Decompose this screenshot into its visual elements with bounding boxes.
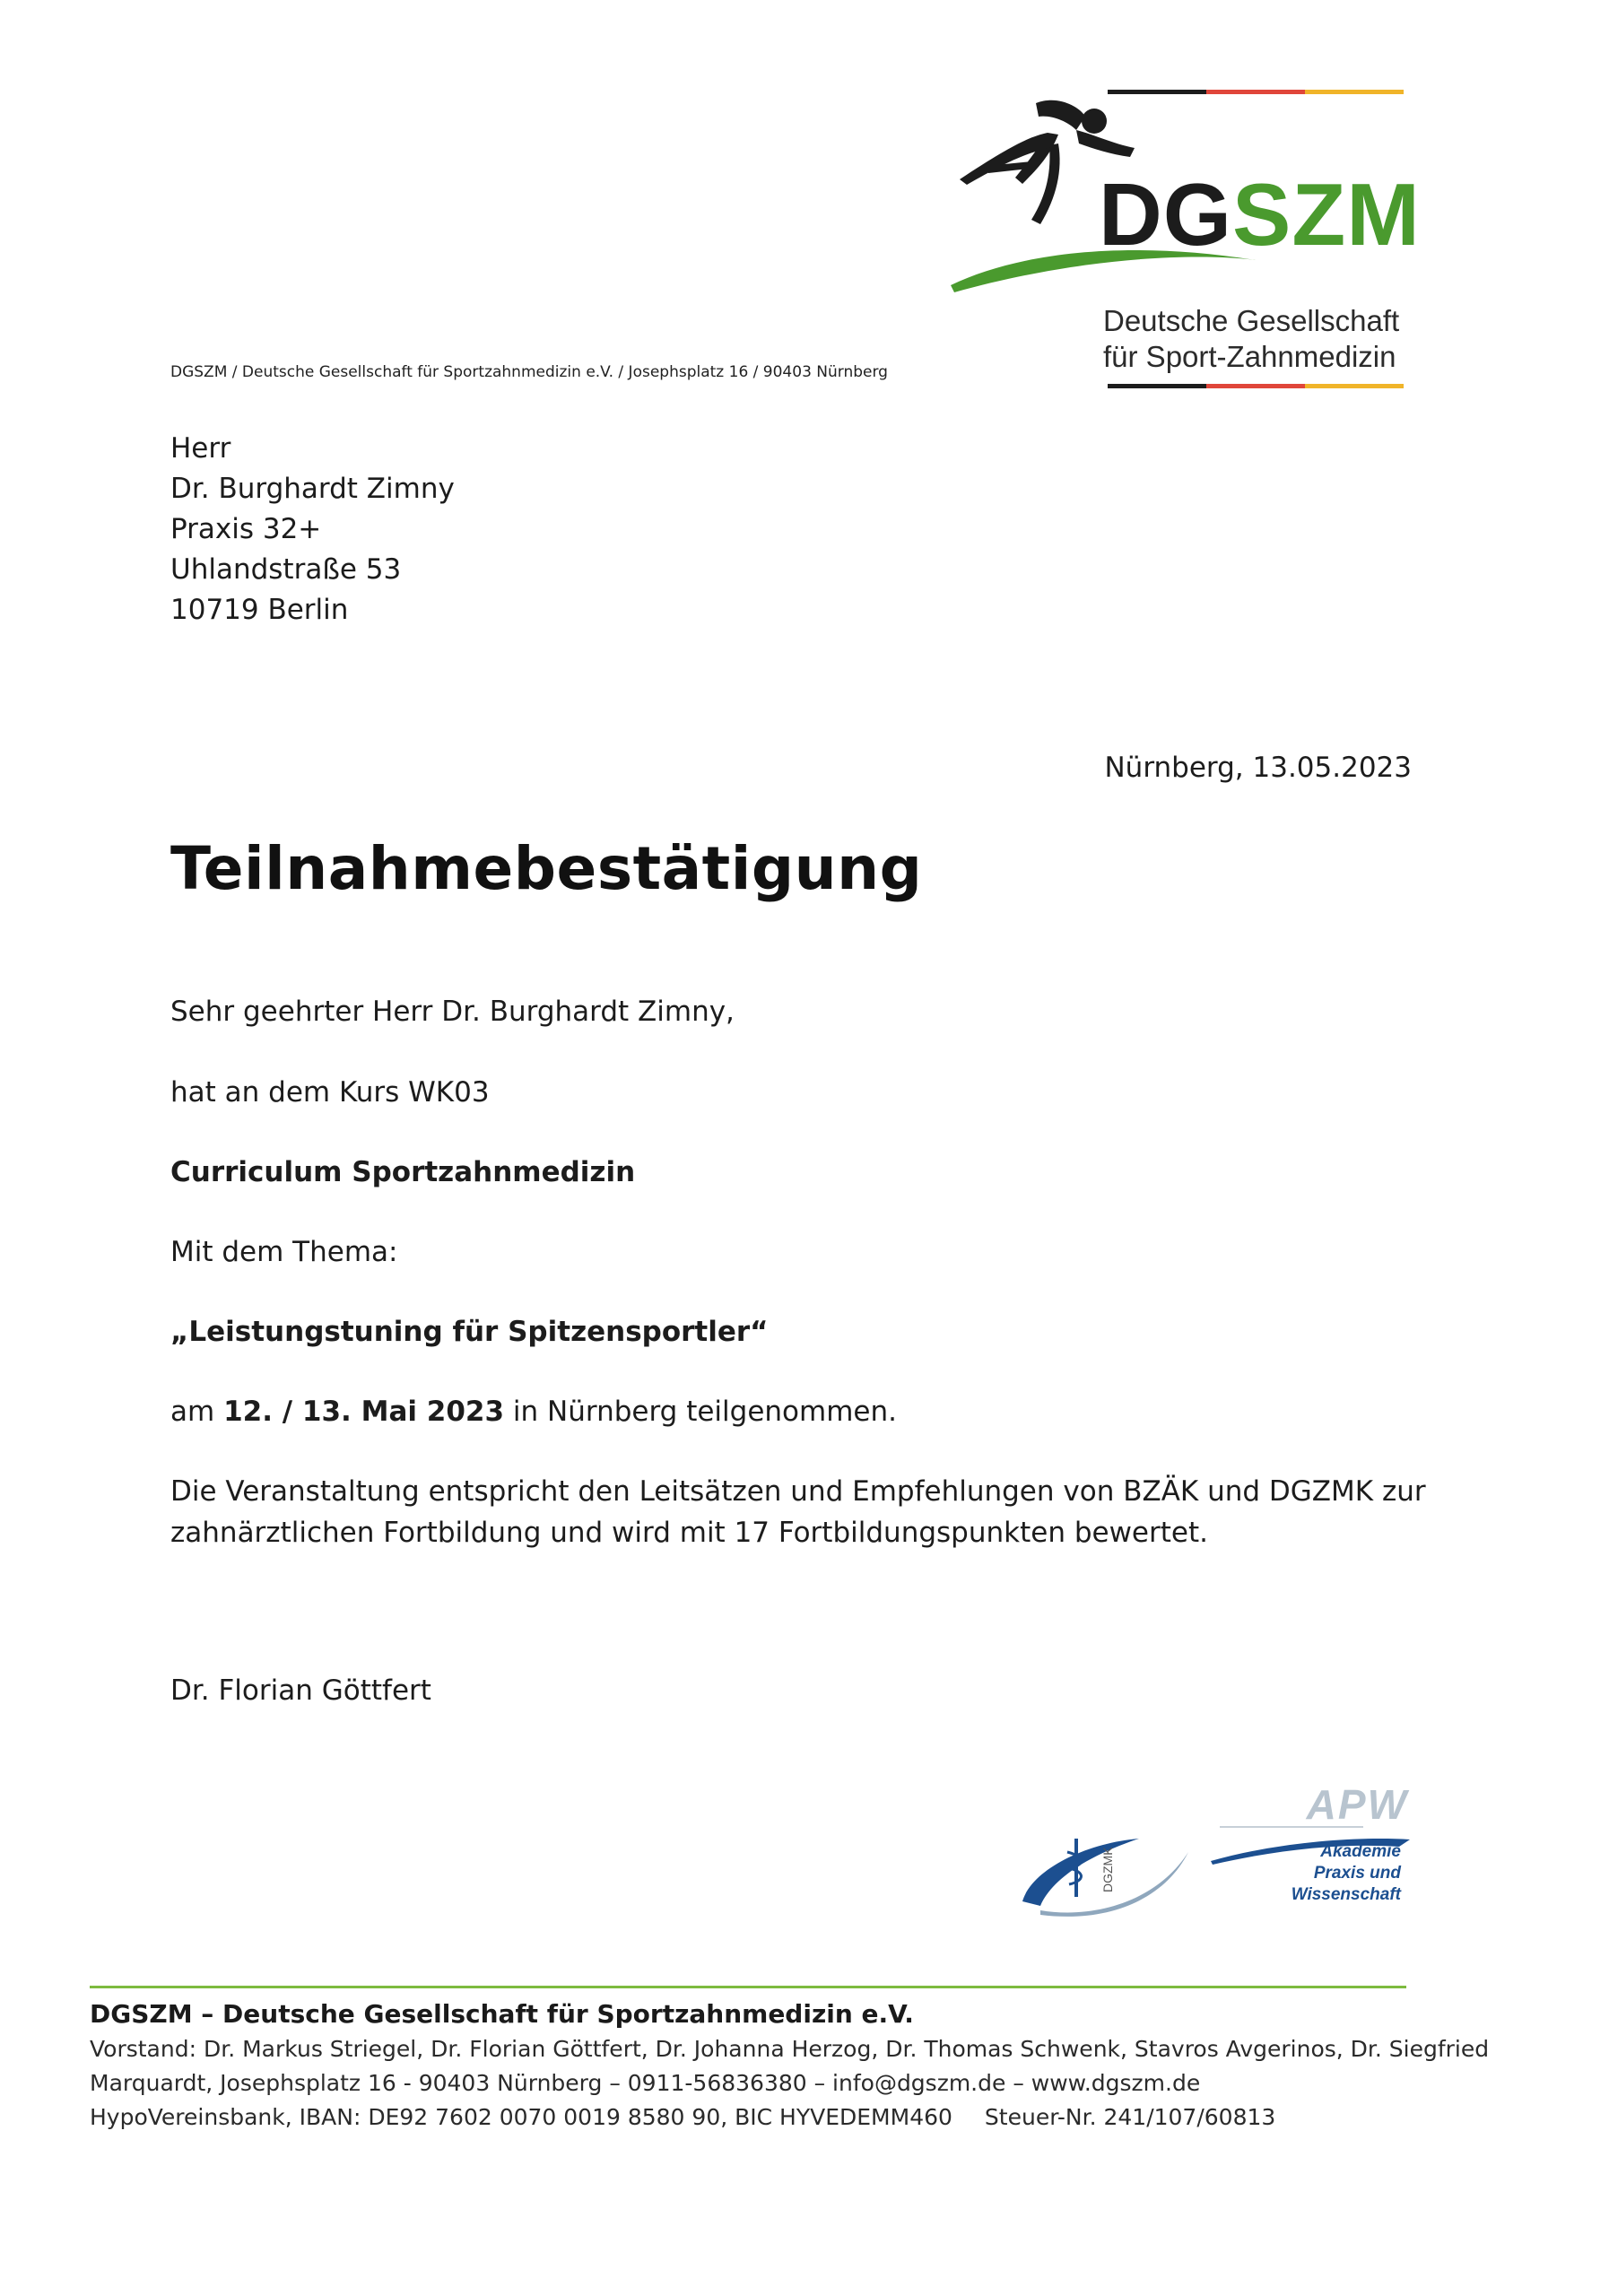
topic: „Leistungstuning für Spitzensportler“ [170, 1316, 769, 1348]
footer-bank-line [90, 2100, 1435, 2135]
dgzmk-label: DGZMK [1100, 1847, 1115, 1892]
recipient-address [170, 429, 455, 631]
apw-line2: Praxis und Wissenschaft [1291, 1864, 1401, 1904]
recipient-name: Dr. Burghardt Zimny [170, 473, 455, 505]
signature-name: Dr. Florian Göttfert [170, 1674, 431, 1707]
accreditation-paragraph [170, 1471, 1426, 1553]
footer-bank: HypoVereinsbank, IBAN: DE92 7602 0070 0019 8580 90, BIC HYVEDEMM460 [90, 2104, 952, 2130]
footer-divider [90, 1986, 1406, 1988]
recipient-practice: Praxis 32+ [170, 513, 322, 545]
logo-wordmark-szm: SZM [1232, 165, 1421, 264]
course-date-bold: 12. / 13. Mai 2023 [223, 1396, 505, 1428]
logo-wordmark [1099, 165, 1421, 264]
topic-intro: Mit dem Thema: [170, 1236, 398, 1268]
footer-board-line1: Vorstand: Dr. Markus Striegel, Dr. Florian Göttfert, Dr. Johanna Herzog, Dr. Thomas Schwenk, Stavros Avgerinos, Dr. Siegfried [90, 2036, 1490, 2062]
dgzmk-logo-graphic [1013, 1816, 1211, 1924]
logo-subtitle-line2: für Sport-Zahnmedizin [1103, 340, 1396, 373]
apw-logo [1202, 1780, 1417, 1906]
course-date [170, 1396, 897, 1428]
course-date-suffix: in Nürnberg teilgenommen. [512, 1396, 897, 1428]
accreditation-line1: Die Veranstaltung entspricht den Leitsätzen und Empfehlungen von BZÄK und DGZMK zur [170, 1475, 1426, 1508]
recipient-street: Uhlandstraße 53 [170, 553, 402, 586]
dgzmk-logo [1013, 1816, 1211, 1924]
footer-tax-number: Steuer-Nr. 241/107/60813 [984, 2104, 1276, 2130]
course-date-prefix: am [170, 1396, 215, 1428]
accreditation-line2: zahnärztlichen Fortbildung und wird mit 17 Fortbildungspunkten bewertet. [170, 1517, 1208, 1549]
logo-subtitle-line1: Deutsche Gesellschaft [1103, 304, 1400, 337]
course-line: hat an dem Kurs WK03 [170, 1076, 490, 1109]
logo-subtitle [1103, 303, 1408, 375]
document-title: Teilnahmebestätigung [170, 834, 923, 903]
sender-return-address: DGSZM / Deutsche Gesellschaft für Sportzahnmedizin e.V. / Josephsplatz 16 / 90403 Nürnberg [170, 363, 888, 381]
recipient-salutation: Herr [170, 432, 231, 465]
apw-subtitle [1202, 1841, 1401, 1906]
letter-date: Nürnberg, 13.05.2023 [1104, 752, 1412, 784]
greeting: Sehr geehrter Herr Dr. Burghardt Zimny, [170, 996, 735, 1028]
apw-line1: Akademie [1320, 1842, 1401, 1861]
apw-title: APW [1306, 1781, 1408, 1828]
footer-board-line2: Marquardt, Josephsplatz 16 - 90403 Nürnberg – 0911-56836380 – info@dgszm.de – www.dgszm.de [90, 2070, 1201, 2096]
footer [90, 1996, 1490, 2135]
recipient-city: 10719 Berlin [170, 594, 349, 626]
course-name: Curriculum Sportzahnmedizin [170, 1156, 636, 1188]
logo-wordmark-dg: DG [1099, 165, 1232, 264]
dgszm-logo [951, 81, 1421, 395]
footer-org-name: DGSZM – Deutsche Gesellschaft für Sportzahnmedizin e.V. [90, 1999, 914, 2029]
